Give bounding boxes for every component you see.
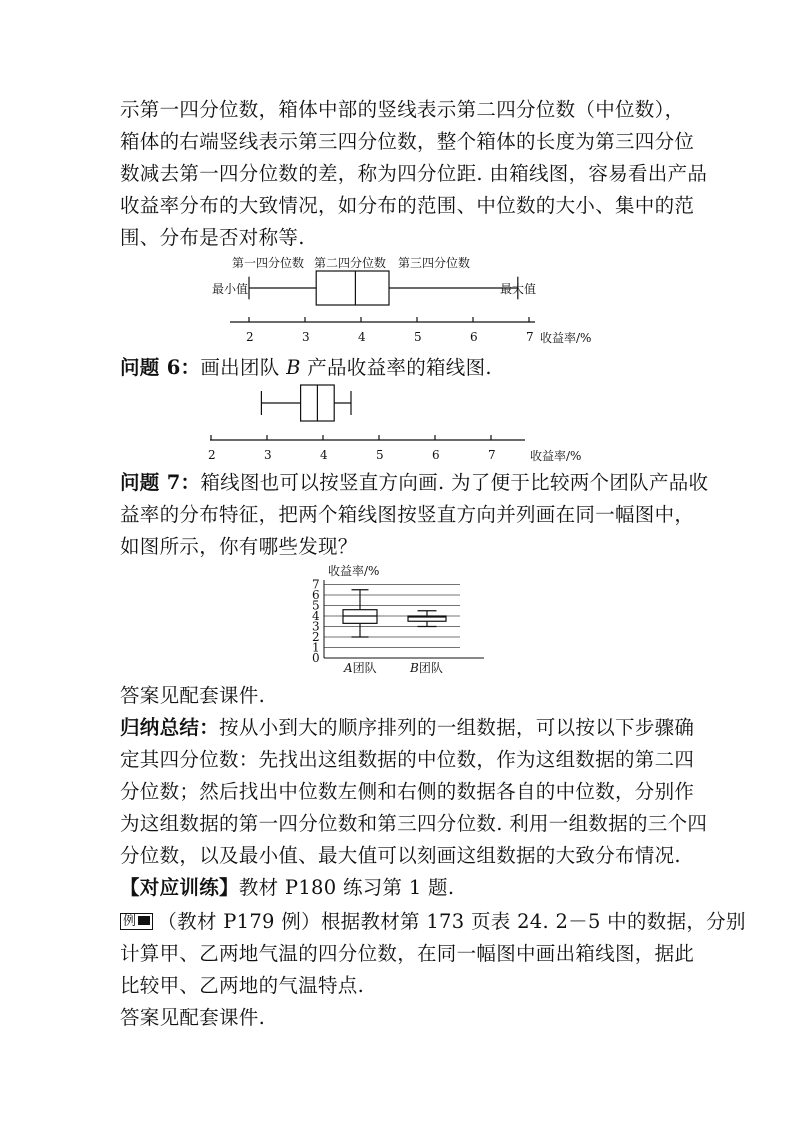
summary-line-3: 分位数；然后找出中位数左侧和右侧的数据各自的中位数，分别作 (120, 780, 695, 803)
y-tick-label: 3 (312, 619, 320, 634)
y-tick-label: 0 (312, 651, 320, 665)
summary-line-4: 为这组数据的第一四分位数和第三四分位数. 利用一组数据的三个四 (120, 812, 708, 835)
summary-text: 按从小到大的顺序排列的一组数据，可以按以下步骤确 (219, 716, 695, 739)
question-7-line-2: 益率的分布特征，把两个箱线图按竖直方向并列画在同一幅图中， (120, 503, 695, 526)
figure-1-boxplot (190, 252, 610, 352)
example-line-2: 计算甲、乙两地气温的四分位数，在同一幅图中画出箱线图，据此 (120, 942, 695, 965)
tick-label: 3 (264, 448, 272, 462)
example-line-1 (120, 906, 746, 938)
question-6-text-before: 画出团队 (200, 356, 287, 379)
question-6-team: B (286, 356, 301, 379)
iqr-box (316, 271, 389, 305)
intro-line-4: 收益率分布的大致情况，如分布的范围、中位数的大小、集中的范 (120, 194, 695, 217)
label-q1: 第一四分位数 (232, 256, 305, 270)
intro-line-5: 围、分布是否对称等. (120, 226, 305, 249)
tick-label: 2 (246, 330, 254, 344)
label-q2: 第二四分位数 (314, 256, 387, 270)
tick-label: 4 (320, 448, 328, 462)
training-label: 【对应训练】 (120, 876, 239, 899)
summary-line-5: 分位数，以及最小值、最大值可以刻画这组数据的大致分布情况. (120, 844, 681, 867)
tick-label: 4 (358, 330, 366, 344)
tick-label: 7 (526, 330, 534, 344)
question-7-text: 箱线图也可以按竖直方向画. 为了便于比较两个团队产品收 (200, 471, 709, 494)
y-tick-label: 7 (312, 577, 320, 592)
tick-label: 3 (302, 330, 310, 344)
y-axis-label: 收益率/% (328, 564, 380, 578)
answer-line-2: 答案见配套课件. (120, 1006, 266, 1029)
example-icon: 例 (120, 913, 153, 930)
tick-label: 5 (414, 330, 422, 344)
summary-line-2: 定其四分位数：先找出这组数据的中位数，作为这组数据的第二四 (120, 748, 695, 771)
tick-label: 6 (470, 330, 478, 344)
intro-line-1: 示第一四分位数，箱体中部的竖线表示第二四分位数（中位数）， (120, 98, 685, 121)
y-tick-label: 1 (312, 640, 320, 655)
axis-unit: 收益率/% (530, 449, 582, 463)
question-7-label: 问题 7： (120, 471, 201, 494)
y-tick-label: 4 (312, 609, 320, 623)
tick-label: 5 (376, 448, 384, 462)
intro-line-3: 数减去第一四分位数的差，称为四分位距. 由箱线图，容易看出产品 (120, 162, 708, 185)
example-text: （教材 P179 例）根据教材第 173 页表 24. 2－5 中的数据，分别 (157, 910, 746, 933)
intro-line-2: 箱体的右端竖线表示第三四分位数，整个箱体的长度为第三四分位 (120, 130, 695, 153)
question-7-line-1 (120, 467, 709, 499)
y-tick-label: 6 (312, 588, 320, 602)
team-a-label: A团队 (344, 661, 377, 675)
figure-2-boxplot (190, 378, 610, 468)
question-6-text-after: 产品收益率的箱线图. (300, 356, 492, 379)
label-max: 最大值 (500, 282, 537, 296)
example-line-3: 比较甲、乙两地的气温特点. (120, 974, 365, 997)
question-6-label: 问题 6： (120, 356, 201, 379)
training-text: 教材 P180 练习第 1 题. (238, 876, 455, 899)
label-min: 最小值 (212, 282, 249, 296)
summary-line-1 (120, 712, 700, 744)
tick-label: 6 (432, 448, 440, 462)
label-q3: 第三四分位数 (398, 256, 471, 270)
question-7-line-3: 如图所示，你有哪些发现？ (120, 535, 358, 558)
summary-label: 归纳总结： (120, 716, 220, 739)
tick-label: 2 (208, 448, 216, 462)
y-tick-label: 2 (312, 630, 320, 644)
tick-label: 7 (488, 448, 496, 462)
y-tick-label: 5 (312, 598, 320, 613)
team-b-label: B团队 (410, 661, 443, 675)
training-line (120, 872, 700, 904)
axis-unit: 收益率/% (540, 331, 592, 345)
answer-line-1: 答案见配套课件. (120, 684, 266, 707)
figure-3-vertical-boxplot (300, 562, 500, 682)
